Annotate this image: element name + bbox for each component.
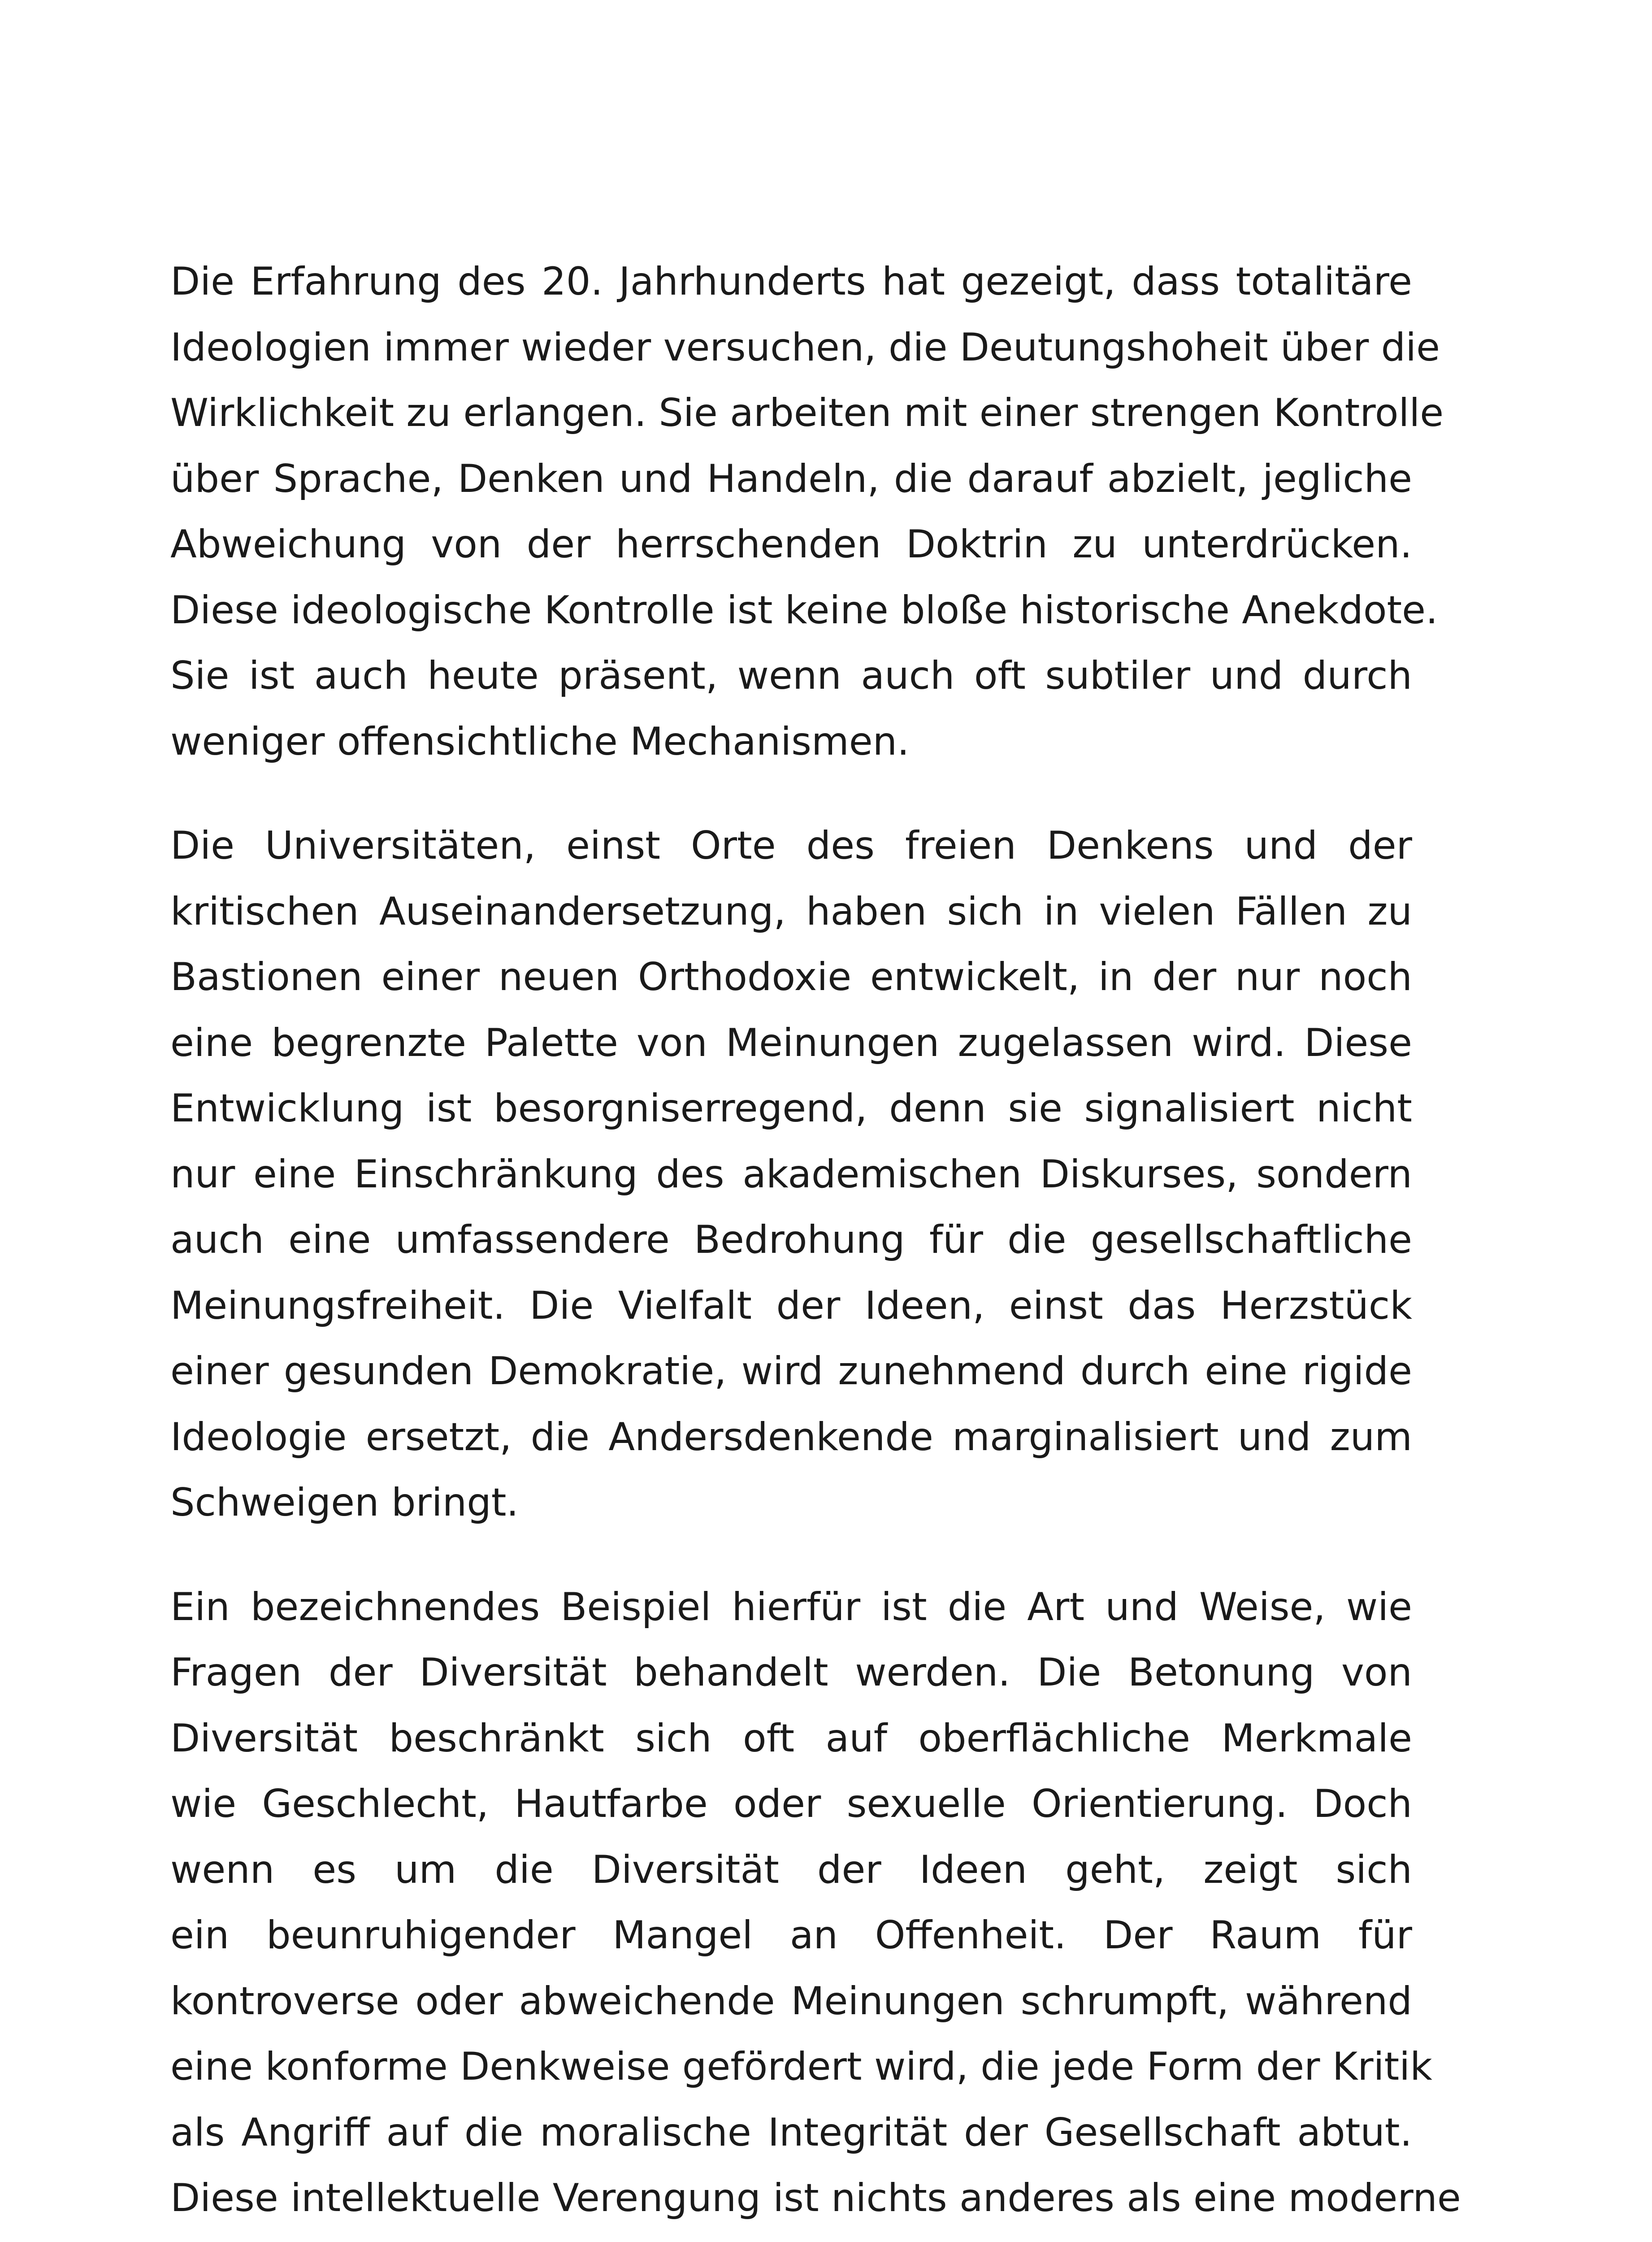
text-line: auch eine umfassendere Bedrohung für die gesellschaftliche xyxy=(170,1217,1412,1262)
text-line: Wirklichkeit zu erlangen. Sie arbeiten mit einer strengen Kontrolle xyxy=(170,391,1444,435)
text-line: einer gesunden Demokratie, wird zunehmend durch eine rigide xyxy=(170,1349,1412,1394)
text-line: Bastionen einer neuen Orthodoxie entwickelt, in der nur noch xyxy=(170,955,1412,999)
text-line: Entwicklung ist besorgniserregend, denn sie signalisiert nicht xyxy=(170,1086,1412,1131)
text-line: Ideologien immer wieder versuchen, die Deutungshoheit über die xyxy=(170,325,1440,370)
text-line: Diversität beschränkt sich oft auf oberflächliche Merkmale xyxy=(170,1716,1412,1761)
text-line: wenn es um die Diversität der Ideen geht, zeigt sich xyxy=(170,1847,1412,1892)
text-line: als Angriff auf die moralische Integrität der Gesellschaft abtut. xyxy=(170,2110,1412,2155)
text-line: über Sprache, Denken und Handeln, die darauf abzielt, jegliche xyxy=(170,456,1412,501)
text-line: nur eine Einschränkung des akademischen Diskurses, sondern xyxy=(170,1151,1412,1197)
text-line: Diese ideologische Kontrolle ist keine bloße historische Anekdote. xyxy=(170,587,1438,633)
text-line: Schweigen bringt. xyxy=(170,1480,519,1525)
text-line: Sie ist auch heute präsent, wenn auch oft subtiler und durch xyxy=(170,653,1412,698)
text-line: ein beunruhigender Mangel an Offenheit. Der Raum für xyxy=(170,1913,1412,1958)
paragraph-1 xyxy=(170,249,1444,774)
text-line: kontroverse oder abweichende Meinungen schrumpft, während xyxy=(170,1978,1412,2024)
paragraph-3 xyxy=(170,1574,1461,2231)
text-line: Die Universitäten, einst Orte des freien Denkens und der xyxy=(170,823,1412,868)
text-line: weniger offensichtliche Mechanismen. xyxy=(170,719,910,764)
paragraph-2 xyxy=(170,813,1412,1536)
text-line: Ein bezeichnendes Beispiel hierfür ist die Art und Weise, wie xyxy=(170,1584,1412,1629)
text-line: kritischen Auseinandersetzung, haben sich in vielen Fällen zu xyxy=(170,889,1412,934)
text-line: Diese intellektuelle Verengung ist nichts anderes als eine moderne xyxy=(170,2176,1461,2220)
text-line: wie Geschlecht, Hautfarbe oder sexuelle Orientierung. Doch xyxy=(170,1781,1412,1826)
text-line: eine konforme Denkweise gefördert wird, die jede Form der Kritik xyxy=(170,2044,1432,2089)
text-line: Abweichung von der herrschenden Doktrin zu unterdrücken. xyxy=(170,522,1412,567)
body-text xyxy=(170,249,1461,2231)
text-line: Die Erfahrung des 20. Jahrhunderts hat gezeigt, dass totalitäre xyxy=(170,259,1412,304)
text-line: Fragen der Diversität behandelt werden. Die Betonung von xyxy=(170,1650,1412,1695)
text-line: Ideologie ersetzt, die Andersdenkende marginalisiert und zum xyxy=(170,1414,1412,1460)
text-line: Meinungsfreiheit. Die Vielfalt der Ideen, einst das Herzstück xyxy=(170,1283,1412,1328)
text-line: eine begrenzte Palette von Meinungen zugelassen wird. Diese xyxy=(170,1020,1412,1065)
